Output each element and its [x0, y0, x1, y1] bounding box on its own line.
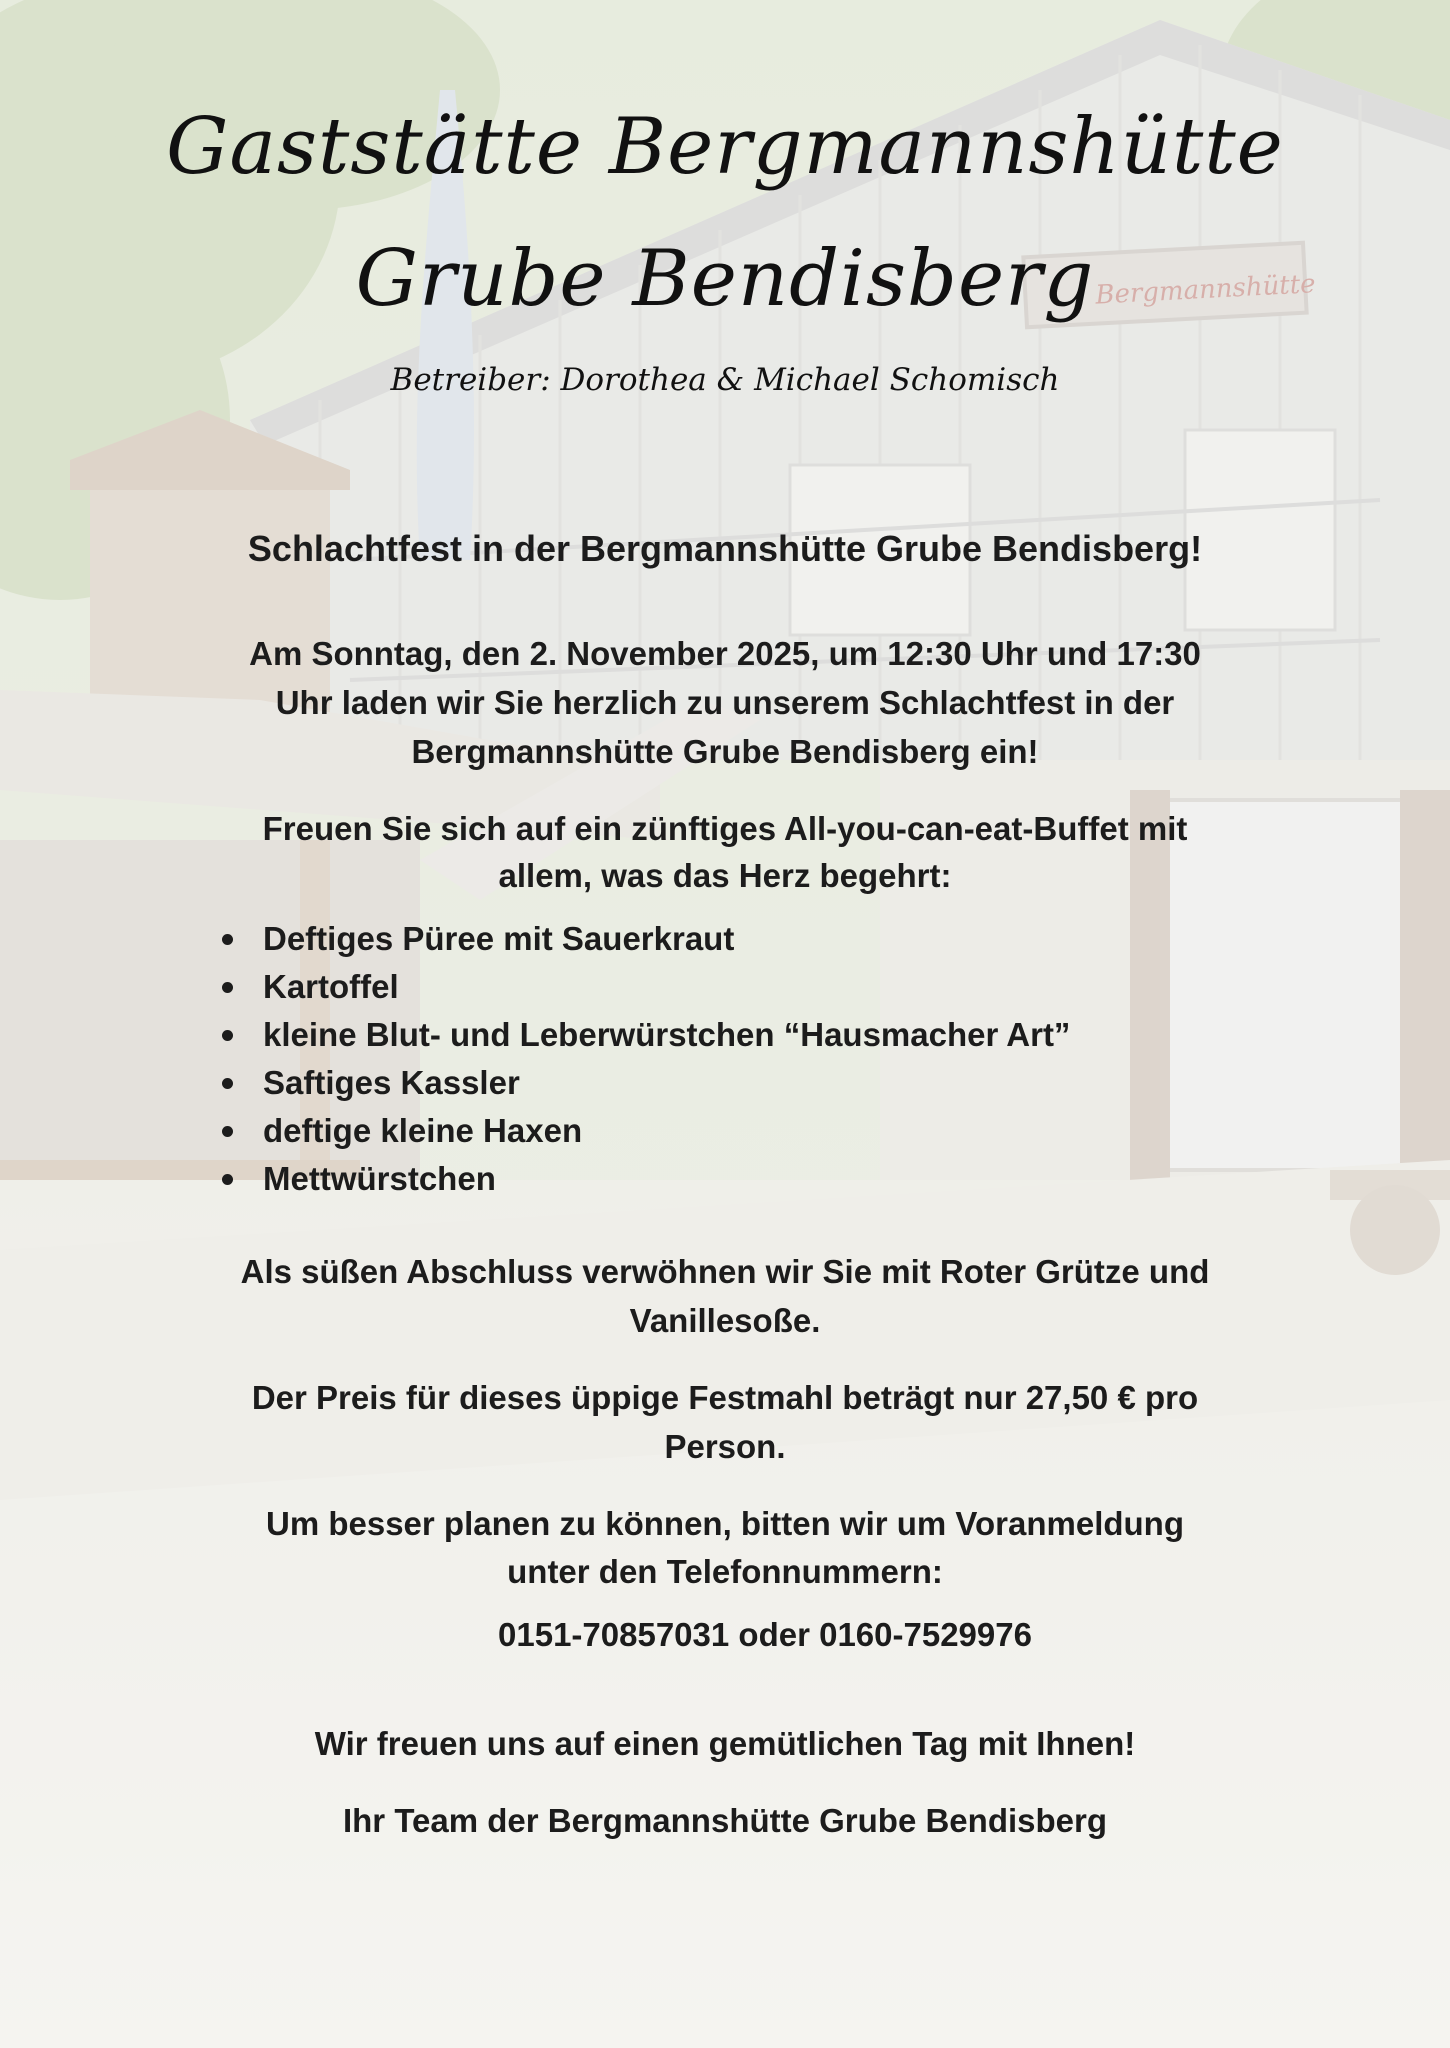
phone-numbers: 0151-70857031 oder 0160-7529976	[498, 1616, 1032, 1653]
sign-text: Bergmannshütte	[1094, 269, 1317, 311]
event-headline: Schlachtfest in der Bergmannshütte Grube Bendisberg!	[247, 528, 1203, 569]
closing-line: Wir freuen uns auf einen gemütlichen Tag mit Ihnen!	[314, 1725, 1136, 1762]
menu-item: Deftiges Püree mit Sauerkraut	[220, 915, 1070, 963]
menu-item: Kartoffel	[220, 963, 1070, 1011]
signature-line: Ihr Team der Bergmannshütte Grube Bendisberg	[342, 1802, 1108, 1839]
intro-line-2: Uhr laden wir Sie herzlich zu unserem Schlachtfest in der	[275, 684, 1175, 721]
venue-title-line-2: Grube Bendisberg	[355, 234, 1095, 324]
menu-item: Mettwürstchen	[220, 1155, 1070, 1203]
price-line-2: Person.	[664, 1428, 786, 1465]
venue-title-line-1: Gaststätte Bergmannshütte	[166, 102, 1284, 192]
intro-line-3: Bergmannshütte Grube Bendisberg ein!	[411, 733, 1039, 770]
menu-item: kleine Blut- und Leberwürstchen “Hausmacher Art”	[220, 1011, 1070, 1059]
reservation-line-2: unter den Telefonnummern:	[507, 1553, 943, 1590]
menu-list	[220, 915, 1070, 1203]
intro-line-1: Am Sonntag, den 2. November 2025, um 12:30 Uhr und 17:30	[249, 635, 1201, 672]
menu-item: deftige kleine Haxen	[220, 1107, 1070, 1155]
dessert-line-2: Vanillesoße.	[629, 1302, 821, 1339]
menu-item: Saftiges Kassler	[220, 1059, 1070, 1107]
reservation-line-1: Um besser planen zu können, bitten wir um Voranmeldung	[265, 1505, 1184, 1542]
dessert-line-1: Als süßen Abschluss verwöhnen wir Sie mit Roter Grütze und	[240, 1253, 1210, 1290]
price-line-1: Der Preis für dieses üppige Festmahl beträgt nur 27,50 € pro	[251, 1379, 1199, 1416]
operator-line: Betreiber: Dorothea & Michael Schomisch	[390, 362, 1060, 398]
buffet-line-2: allem, was das Herz begehrt:	[498, 857, 952, 894]
buffet-line-1: Freuen Sie sich auf ein zünftiges All-you-can-eat-Buffet mit	[262, 810, 1188, 847]
